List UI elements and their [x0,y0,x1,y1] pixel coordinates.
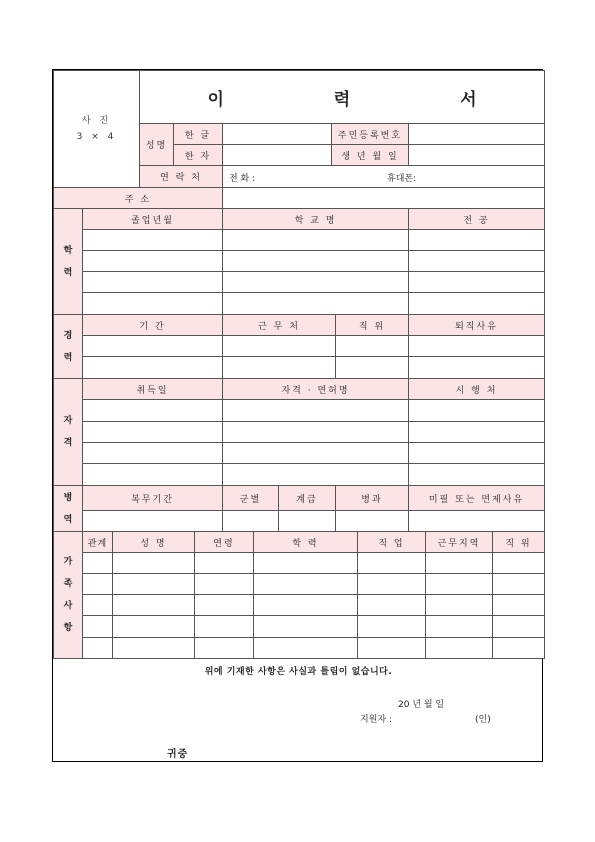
family-header-position: 직 위 [492,531,545,553]
photo-area [53,70,140,188]
military-header-specialty: 병과 [335,485,409,511]
family-cell[interactable] [253,573,358,595]
family-cell[interactable] [425,573,493,595]
license-section-label-char: 자 [63,416,73,426]
military-header-exemption: 미필 또는 면제사유 [408,485,545,511]
license-cell[interactable] [408,399,545,422]
family-cell[interactable] [492,573,545,595]
family-header-job: 직 업 [357,531,426,553]
education-cell[interactable] [408,229,545,251]
edu-header-school: 학 교 명 [222,208,409,230]
family-cell[interactable] [194,552,254,574]
hanja-label: 한 자 [173,144,223,166]
resident-number-field[interactable] [408,123,545,145]
family-header-age: 연령 [194,531,254,553]
career-section-label-char: 력 [63,352,73,363]
education-cell[interactable] [408,271,545,293]
name-label: 성명 [139,123,174,166]
license-header-date: 취득일 [82,378,223,400]
contact-label: 연 락 처 [139,165,223,188]
family-cell[interactable] [82,573,113,595]
military-cell[interactable] [222,510,279,532]
birth-date-field[interactable] [408,144,545,166]
family-cell[interactable] [357,615,426,638]
family-cell[interactable] [112,573,195,595]
education-cell[interactable] [82,250,223,272]
license-cell[interactable] [222,463,409,486]
family-section-label-char: 항 [63,623,73,633]
family-cell[interactable] [357,637,426,659]
license-cell[interactable] [408,463,545,486]
career-cell[interactable] [222,356,336,379]
family-cell[interactable] [82,594,113,616]
family-cell[interactable] [492,615,545,638]
family-cell[interactable] [82,637,113,659]
edu-header-graduation: 졸업년월 [82,208,223,230]
family-cell[interactable] [194,615,254,638]
hanja-name-field[interactable] [222,144,332,166]
photo-label: 3 × 4 [76,132,117,142]
family-cell[interactable] [112,552,195,574]
family-cell[interactable] [492,637,545,659]
family-cell[interactable] [112,637,195,659]
career-cell[interactable] [335,335,409,357]
family-cell[interactable] [492,552,545,574]
education-section-label-char: 력 [63,267,73,278]
family-header-name: 성 명 [112,531,195,553]
license-cell[interactable] [222,442,409,464]
military-header-rank: 계급 [278,485,336,511]
family-cell[interactable] [357,573,426,595]
family-cell[interactable] [253,552,358,574]
education-cell[interactable] [82,271,223,293]
family-cell[interactable] [253,637,358,659]
license-section-label-char: 격 [63,438,73,448]
hangul-label: 한 글 [173,123,223,145]
family-cell[interactable] [112,594,195,616]
family-section-label [53,531,83,659]
mobile-label: 휴대폰: [387,174,417,184]
photo-label: 사 진 [81,116,112,126]
military-cell[interactable] [408,510,545,532]
family-cell[interactable] [425,637,493,659]
license-cell[interactable] [222,421,409,443]
family-cell[interactable] [425,615,493,638]
license-header-issuer: 시 행 처 [408,378,545,400]
phone-label: 전 화 : [229,174,256,184]
career-section-label-char: 경 [63,330,73,341]
date-line: 20 년 월 일 [398,700,445,710]
career-cell[interactable] [82,335,223,357]
military-cell[interactable] [82,510,223,532]
career-cell[interactable] [82,356,223,379]
family-cell[interactable] [425,552,493,574]
license-cell[interactable] [408,421,545,443]
license-cell[interactable] [82,421,223,443]
education-cell[interactable] [82,229,223,251]
contact-field[interactable] [222,165,545,188]
career-cell[interactable] [408,335,545,357]
career-header-period: 기 간 [82,314,223,336]
family-header-location: 근무지역 [425,531,493,553]
career-section-label [53,314,83,379]
family-section-label-char: 족 [63,579,73,589]
career-cell[interactable] [408,356,545,379]
career-header-reason: 퇴직사유 [408,314,545,336]
applicant-label: 지원자 : [360,715,392,725]
career-header-workplace: 근 무 처 [222,314,336,336]
page-title: 이 력 서 [139,70,545,124]
license-cell[interactable] [82,442,223,464]
address-field[interactable] [222,187,545,209]
career-cell[interactable] [222,335,336,357]
family-cell[interactable] [253,615,358,638]
family-cell[interactable] [82,552,113,574]
license-cell[interactable] [408,442,545,464]
family-cell[interactable] [194,573,254,595]
education-cell[interactable] [408,250,545,272]
hangul-name-field[interactable] [222,123,332,145]
license-cell[interactable] [82,399,223,422]
family-cell[interactable] [82,615,113,638]
education-cell[interactable] [408,292,545,315]
edu-header-major: 전 공 [408,208,545,230]
declaration-text: 위에 기재한 사항은 사실과 틀림이 없습니다. [204,667,393,677]
license-section-label [53,378,83,486]
family-cell[interactable] [492,594,545,616]
recipient-label: 귀중 [167,749,189,760]
military-header-period: 복무기간 [82,485,223,511]
education-section-label [53,208,83,315]
family-cell[interactable] [194,594,254,616]
education-cell[interactable] [222,292,409,315]
military-section-label-char: 병 [63,492,73,503]
address-label: 주 소 [53,187,223,209]
resident-number-label: 주민등록번호 [331,123,409,145]
family-cell[interactable] [112,615,195,638]
resume-form [52,69,543,762]
family-cell[interactable] [425,594,493,616]
military-section-label [53,485,83,532]
license-cell[interactable] [82,463,223,486]
military-section-label-char: 역 [63,514,73,525]
birth-date-label: 생 년 월 일 [331,144,409,166]
career-cell[interactable] [335,356,409,379]
family-section-label-char: 가 [63,557,73,567]
license-header-name: 자격 · 면허명 [222,378,409,400]
family-cell[interactable] [357,594,426,616]
education-cell[interactable] [82,292,223,315]
education-cell[interactable] [222,250,409,272]
family-cell[interactable] [253,594,358,616]
family-header-relation: 관계 [82,531,113,553]
military-cell[interactable] [278,510,336,532]
family-header-education: 학 력 [253,531,358,553]
family-section-label-char: 사 [63,601,73,611]
military-cell[interactable] [335,510,409,532]
family-cell[interactable] [357,552,426,574]
education-section-label-char: 학 [63,245,73,256]
career-header-position: 직 위 [335,314,409,336]
license-cell[interactable] [222,399,409,422]
education-cell[interactable] [222,229,409,251]
family-cell[interactable] [194,637,254,659]
seal-label: (인) [475,715,491,725]
military-header-branch: 군별 [222,485,279,511]
education-cell[interactable] [222,271,409,293]
